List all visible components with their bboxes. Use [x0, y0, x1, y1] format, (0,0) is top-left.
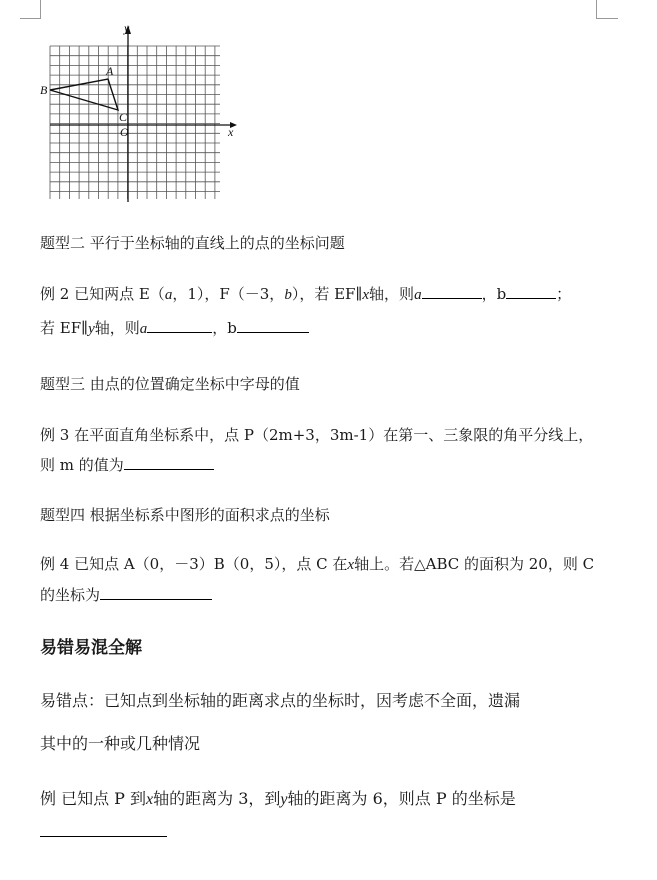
type2-example-line2: 若 EF∥y轴，则a ，b: [40, 317, 309, 338]
answer-blank-p[interactable]: [40, 822, 167, 837]
label-o: O: [120, 125, 129, 139]
label-c: C: [119, 110, 128, 124]
answer-blank-a1[interactable]: [422, 284, 482, 299]
answer-blank-a2[interactable]: [147, 318, 212, 333]
label-b: B: [40, 83, 48, 97]
example-line1: 例 已知点 P 到x轴的距离为 3，到y轴的距离为 6，则点 P 的坐标是: [40, 789, 516, 808]
type3-title: 题型三 由点的位置确定坐标中字母的值: [40, 375, 300, 393]
error-point-line1: 易错点：已知点到坐标轴的距离求点的坐标时，因考虑不全面，遗漏: [40, 691, 521, 710]
coordinate-grid-figure: [40, 22, 250, 207]
answer-blank-c[interactable]: [100, 585, 212, 600]
type2-example-line1: 例 2 已知两点 E（a，1），F（－3，b），若 EF∥x轴，则a ，b ；: [40, 285, 572, 303]
answer-blank-b1[interactable]: [506, 284, 556, 299]
type4-example-line1: 例 4 已知点 A（0，－3）B（0，5），点 C 在x轴上。若△ABC 的面积为 20，则 C: [40, 555, 595, 573]
type3-example-line2: 则 m 的值为: [40, 454, 214, 475]
label-y: y: [124, 22, 130, 35]
type3-example-line1: 例 3 在平面直角坐标系中，点 P（2m+3，3m-1）在第一、三象限的角平分线上，: [40, 426, 594, 444]
section-title: 易错易混全解: [40, 638, 142, 658]
label-a: A: [106, 64, 114, 78]
crop-mark-right-h: [596, 18, 618, 19]
crop-mark-left-h: [20, 18, 41, 19]
crop-mark-right: [596, 0, 597, 18]
label-x: x: [228, 125, 234, 139]
answer-blank-m[interactable]: [124, 455, 214, 470]
answer-blank-b2[interactable]: [237, 318, 309, 333]
type4-title: 题型四 根据坐标系中图形的面积求点的坐标: [40, 506, 330, 524]
type2-title: 题型二 平行于坐标轴的直线上的点的坐标问题: [40, 234, 345, 252]
grid-lines: [50, 46, 220, 199]
type4-example-line2: 的坐标为: [40, 584, 212, 605]
error-point-line2: 其中的一种或几种情况: [40, 734, 201, 753]
crop-mark-left: [40, 0, 41, 18]
